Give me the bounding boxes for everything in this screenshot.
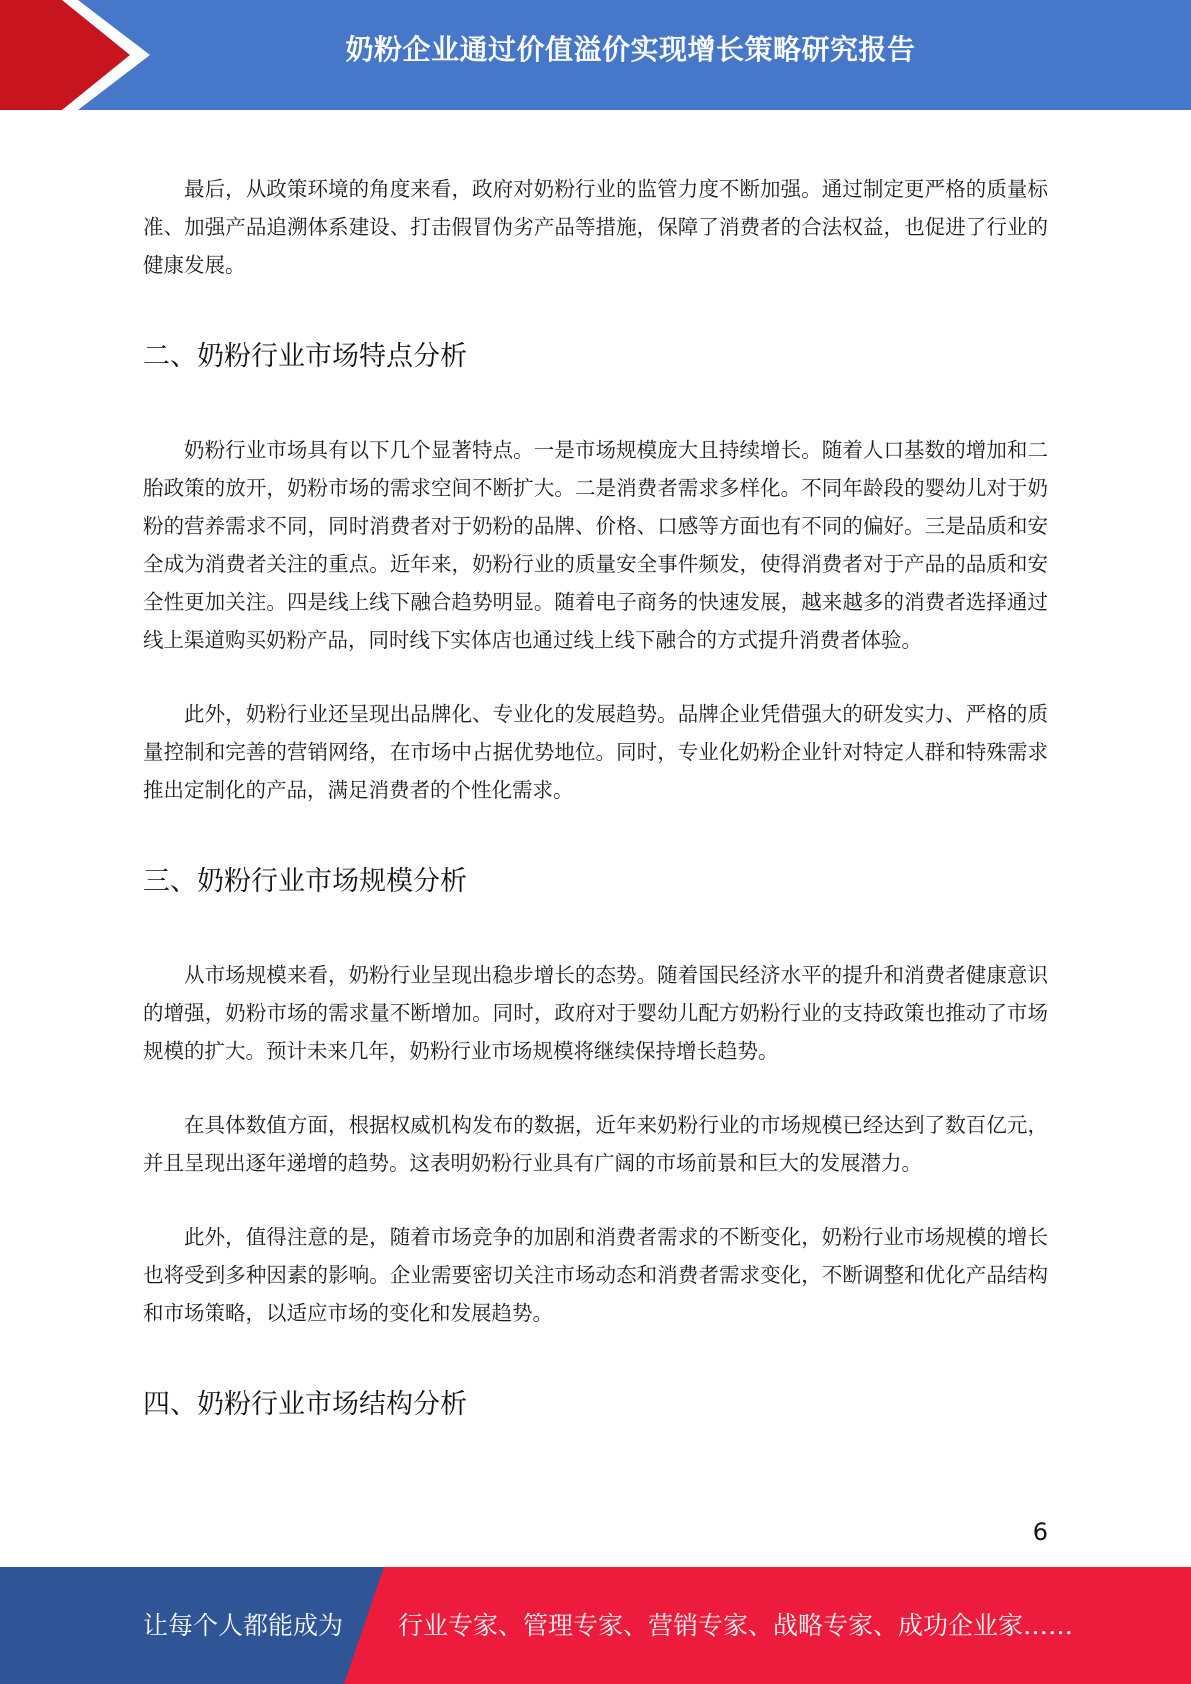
- paragraph-policy: 最后，从政策环境的角度来看，政府对奶粉行业的监管力度不断加强。通过制定更严格的质量标准、加强产品追溯体系建设、打击假冒伪劣产品等措施，保障了消费者的合法权益，也促进了行业的健康发展。: [143, 177, 1048, 277]
- page-number: 6: [1032, 1518, 1048, 1546]
- paragraph-market-value: 在具体数值方面，根据权威机构发布的数据，近年来奶粉行业的市场规模已经达到了数百亿元，并且呈现出逐年递增的趋势。这表明奶粉行业具有广阔的市场前景和巨大的发展潜力。: [143, 1113, 1048, 1175]
- section-heading-3: 三、奶粉行业市场规模分析: [143, 866, 467, 897]
- page-header: [0, 0, 1191, 110]
- section-heading-2: 二、奶粉行业市场特点分析: [143, 341, 467, 372]
- footer-slogan-right: 行业专家、管理专家、营销专家、战略专家、成功企业家……: [398, 1611, 1074, 1640]
- report-title: 奶粉企业通过价值溢价实现增长策略研究报告: [345, 33, 916, 66]
- paragraph-market-size: 从市场规模来看，奶粉行业呈现出稳步增长的态势。随着国民经济水平的提升和消费者健康意识的增强，奶粉市场的需求量不断增加。同时，政府对于婴幼儿配方奶粉行业的支持政策也推动了市场规模的扩大。预计未来几年，奶粉行业市场规模将继续保持增长趋势。: [143, 963, 1048, 1063]
- paragraph-market-factors: 此外，值得注意的是，随着市场竞争的加剧和消费者需求的不断变化，奶粉行业市场规模的增长也将受到多种因素的影响。企业需要密切关注市场动态和消费者需求变化，不断调整和优化产品结构和市场策略，以适应市场的变化和发展趋势。: [143, 1225, 1048, 1325]
- paragraph-branding-trend: 此外，奶粉行业还呈现出品牌化、专业化的发展趋势。品牌企业凭借强大的研发实力、严格的质量控制和完善的营销网络，在市场中占据优势地位。同时，专业化奶粉企业针对特定人群和特殊需求推出定制化的产品，满足消费者的个性化需求。: [143, 702, 1048, 802]
- paragraph-market-features: 奶粉行业市场具有以下几个显著特点。一是市场规模庞大且持续增长。随着人口基数的增加和二胎政策的放开，奶粉市场的需求空间不断扩大。二是消费者需求多样化。不同年龄段的婴幼儿对于奶粉的营养需求不同，同时消费者对于奶粉的品牌、价格、口感等方面也有不同的偏好。三是品质和安全成为消费者关注的重点。近年来，奶粉行业的质量安全事件频发，使得消费者对于产品的品质和安全性更加关注。四是线上线下融合趋势明显。随着电子商务的快速发展，越来越多的消费者选择通过线上渠道购买奶粉产品，同时线下实体店也通过线上线下融合的方式提升消费者体验。: [143, 438, 1048, 652]
- section-heading-4: 四、奶粉行业市场结构分析: [143, 1389, 467, 1420]
- body-content: [143, 170, 1048, 1421]
- page-footer: [0, 1567, 1191, 1684]
- footer-slogan-left: 让每个人都能成为: [143, 1611, 344, 1640]
